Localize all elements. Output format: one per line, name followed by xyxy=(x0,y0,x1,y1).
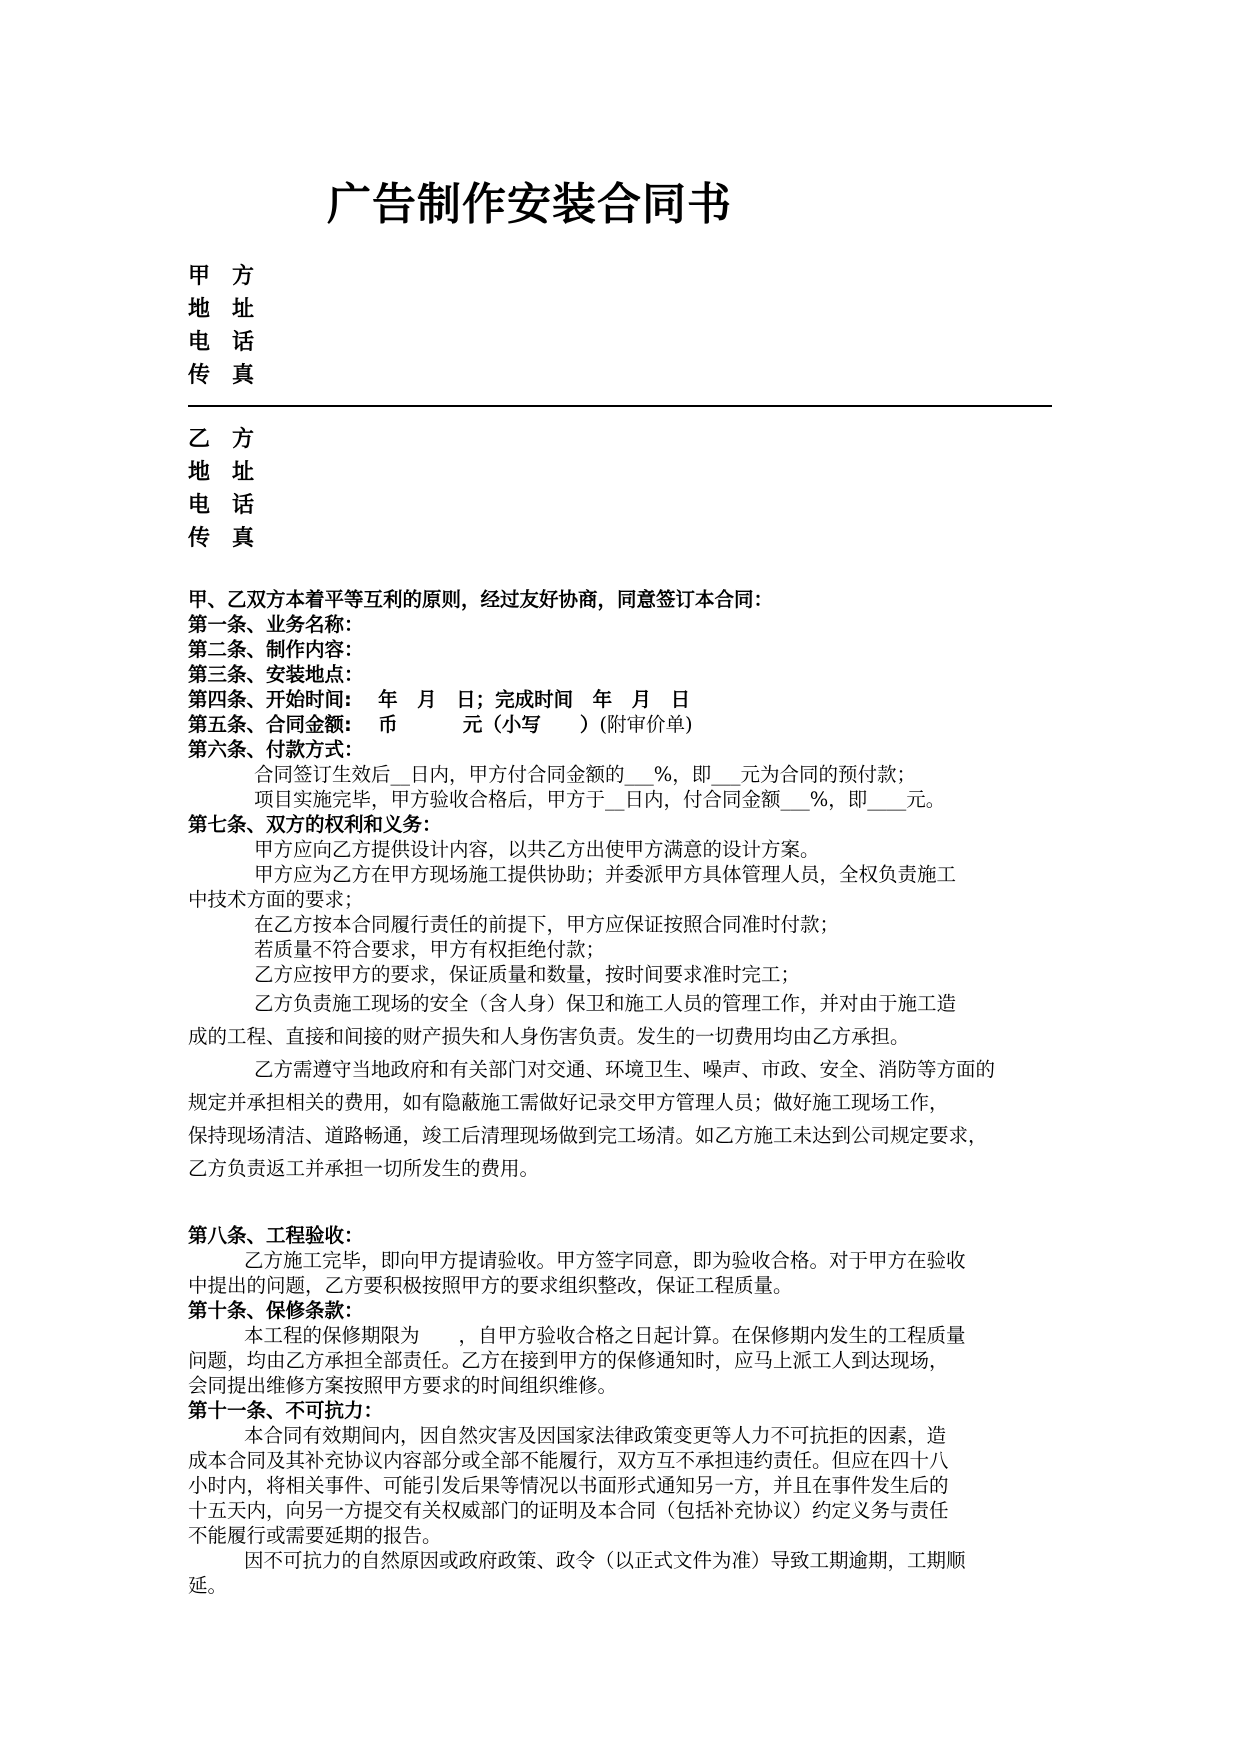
party-a-fax-label: 传真 xyxy=(188,363,277,388)
article-7-line: 中技术方面的要求； xyxy=(188,888,364,911)
article-8-line: 乙方施工完毕，即向甲方提请验收。甲方签字同意，即为验收合格。对于甲方在验收 xyxy=(244,1249,966,1272)
party-b-address-label: 地址 xyxy=(188,460,277,485)
article-11-line: 本合同有效期间内，因自然灾害及因国家法律政策变更等人力不可抗拒的因素，造 xyxy=(244,1424,947,1447)
divider-line xyxy=(188,405,1052,407)
article-4-heading: 第四条、开始时间: 年 月 日；完成时间 年 月 日 xyxy=(188,688,691,711)
article-10-heading: 第十条、保修条款： xyxy=(188,1299,364,1322)
party-a-block xyxy=(188,260,276,392)
contract-body xyxy=(188,587,1058,1598)
party-a-address-label: 地址 xyxy=(188,297,277,322)
party-b-name-label: 乙方 xyxy=(188,427,277,452)
article-7-line: 甲方应为乙方在甲方现场施工提供协助；并委派甲方具体管理人员，全权负责施工 xyxy=(254,863,957,886)
document-title: 广告制作安装合同书 xyxy=(327,179,732,230)
article-8-line: 中提出的问题，乙方要积极按照甲方的要求组织整改，保证工程质量。 xyxy=(188,1274,793,1297)
article-11-heading: 第十一条、不可抗力： xyxy=(188,1399,384,1422)
article-11-line: 小时内，将相关事件、可能引发后果等情况以书面形式通知另一方，并且在事件发生后的 xyxy=(188,1474,949,1497)
article-7-line: 若质量不符合要求，甲方有权拒绝付款； xyxy=(254,938,606,961)
article-10-line: 会同提出维修方案按照甲方要求的时间组织维修。 xyxy=(188,1374,618,1397)
article-7-line: 乙方负责施工现场的安全（含人身）保卫和施工人员的管理工作，并对由于施工造 xyxy=(254,992,957,1015)
article-7-heading: 第七条、双方的权利和义务： xyxy=(188,813,442,836)
article-7-line: 乙方需遵守当地政府和有关部门对交通、环境卫生、噪声、市政、安全、消防等方面的 xyxy=(254,1058,996,1081)
article-7-line: 甲方应向乙方提供设计内容，以共乙方出使甲方满意的设计方案。 xyxy=(254,838,820,861)
party-b-phone-label: 电话 xyxy=(188,493,277,518)
article-10-line: 本工程的保修期限为 ，自甲方验收合格之日起计算。在保修期内发生的工程质量 xyxy=(244,1324,966,1347)
article-7-line: 保持现场清洁、道路畅通，竣工后清理现场做到完工场清。如乙方施工未达到公司规定要求， xyxy=(188,1124,988,1147)
intro-text: 甲、乙双方本着平等互利的原则，经过友好协商，同意签订本合同： xyxy=(188,588,774,611)
article-11-line: 延。 xyxy=(188,1574,228,1597)
article-7-line: 规定并承担相关的费用，如有隐蔽施工需做好记录交甲方管理人员；做好施工现场工作， xyxy=(188,1091,949,1114)
party-b-fax-label: 传真 xyxy=(188,526,277,551)
article-7-line: 乙方应按甲方的要求，保证质量和数量，按时间要求准时完工； xyxy=(254,963,801,986)
article-3-heading: 第三条、安装地点： xyxy=(188,663,364,686)
article-5-main: 第五条、合同金额: 币 元（小写 ） xyxy=(188,713,600,736)
article-8-heading: 第八条、工程验收： xyxy=(188,1224,364,1247)
article-2-heading: 第二条、制作内容： xyxy=(188,638,364,661)
article-6-line: 项目实施完毕，甲方验收合格后，甲方于__日内，付合同金额___%，即____元。 xyxy=(254,788,946,811)
article-11-line: 成本合同及其补充协议内容部分或全部不能履行，双方互不承担违约责任。但应在四十八 xyxy=(188,1449,949,1472)
article-10-line: 问题，均由乙方承担全部责任。乙方在接到甲方的保修通知时，应马上派工人到达现场， xyxy=(188,1349,949,1372)
party-a-phone-label: 电话 xyxy=(188,330,277,355)
article-7-line: 乙方负责返工并承担一切所发生的费用。 xyxy=(188,1157,540,1180)
article-6-line: 合同签订生效后__日内，甲方付合同金额的___%，即___元为合同的预付款； xyxy=(254,763,917,786)
article-6-heading: 第六条、付款方式： xyxy=(188,738,364,761)
article-7-line: 成的工程、直接和间接的财产损失和人身伤害负责。发生的一切费用均由乙方承担。 xyxy=(188,1025,910,1048)
article-11-line: 十五天内，向另一方提交有关权威部门的证明及本合同（包括补充协议）约定义务与责任 xyxy=(188,1499,949,1522)
article-11-line: 不能履行或需要延期的报告。 xyxy=(188,1524,442,1547)
article-5-heading xyxy=(188,712,1058,737)
article-7-line: 在乙方按本合同履行责任的前提下，甲方应保证按照合同准时付款； xyxy=(254,913,840,936)
party-b-block xyxy=(188,423,276,555)
spacer xyxy=(188,1185,1058,1223)
article-5-note: (附审价单) xyxy=(599,713,693,736)
article-11-line: 因不可抗力的自然原因或政府政策、政令（以正式文件为准）导致工期逾期，工期顺 xyxy=(244,1549,966,1572)
article-1-heading: 第一条、业务名称： xyxy=(188,613,364,636)
party-a-name-label: 甲方 xyxy=(188,264,277,289)
